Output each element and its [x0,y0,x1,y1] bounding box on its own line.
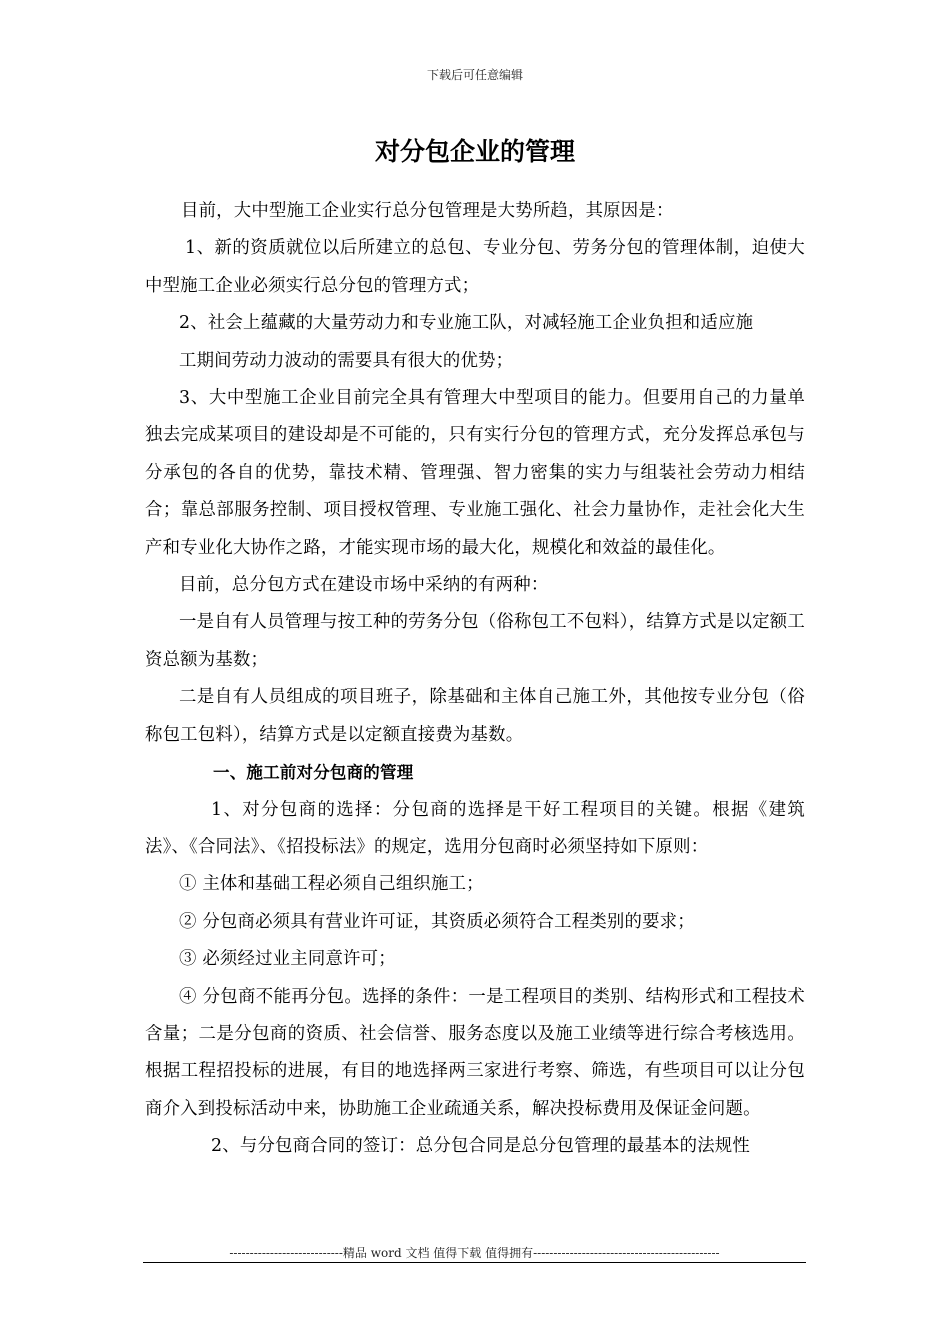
paragraph-contract: 2、与分包商合同的签订：总分包合同是总分包管理的最基本的法规性 [211,1136,750,1157]
principle-item-3: ③ 必须经过业主同意许可； [179,949,396,970]
paragraph-reason-2-cont: 工期间劳动力波动的需要具有很大的优势； [179,350,514,371]
footer-divider [143,1262,806,1263]
paragraph-mode-2: 二是自有人员组成的项目班子，除基础和主体自己施工外，其他按专业分包（俗称包工包料），结算方式是以定额直接费为基数。 [145,687,805,745]
paragraph-reason-3: 3、大中型施工企业目前完全具有管理大中型项目的能力。但要用自己的力量单独去完成某项目的建设却是不可能的，只有实行分包的管理方式，充分发挥总承包与分承包的各自的优势，靠技术精、管理强、智力密集的实力与组装社会劳动力相结合；靠总部服务控制、项目授权管理、专业施工强化、社会力量协作，走社会化大生产和专业化大协作之路，才能实现市场的最大化，规模化和效益的最佳化。 [145,388,805,558]
paragraph-mode-1: 一是自有人员管理与按工种的劳务分包（俗称包工不包料），结算方式是以定额工资总额为基数； [145,612,805,670]
section-heading: 一、施工前对分包商的管理 [213,763,414,783]
page-footer: ----------------------------精品 word 文档 值得下载 值得拥有---------------------------------------------- [229,1246,720,1260]
paragraph-intro: 目前，大中型施工企业实行总分包管理是大势所趋，其原因是： [181,201,674,221]
paragraph-selection: 1、对分包商的选择：分包商的选择是干好工程项目的关键。根据《建筑法》、《合同法》、《招投标法》的规定，选用分包商时必须坚持如下原则： [145,799,805,857]
page-header: 下载后可任意编辑 [426,68,523,82]
paragraph-reason-1: 1、新的资质就位以后所建立的总包、专业分包、劳务分包的管理体制，迫使大中型施工企业必须实行总分包的管理方式； [145,238,805,296]
document-body [145,193,805,1166]
document-title: 对分包企业的管理 [374,137,575,166]
paragraph-reason-2: 2、社会上蕴藏的大量劳动力和专业施工队，对减轻施工企业负担和适应施 [179,313,754,334]
paragraph-modes-intro: 目前，总分包方式在建设市场中采纳的有两种： [179,575,549,596]
principle-item-4: ④ 分包商不能再分包。选择的条件：一是工程项目的类别、结构形式和工程技术含量；二是分包商的资质、社会信誉、服务态度以及施工业绩等进行综合考核选用。根据工程招投标的进展，有目的地选择两三家进行考察、筛选，有些项目可以让分包商介入到投标活动中来，协助施工企业疏通关系，解决投标费用及保证金问题。 [145,986,805,1119]
principle-item-2: ② 分包商必须具有营业许可证，其资质必须符合工程类别的要求； [179,911,695,932]
principle-item-1: ① 主体和基础工程必须自己组织施工； [179,874,484,895]
